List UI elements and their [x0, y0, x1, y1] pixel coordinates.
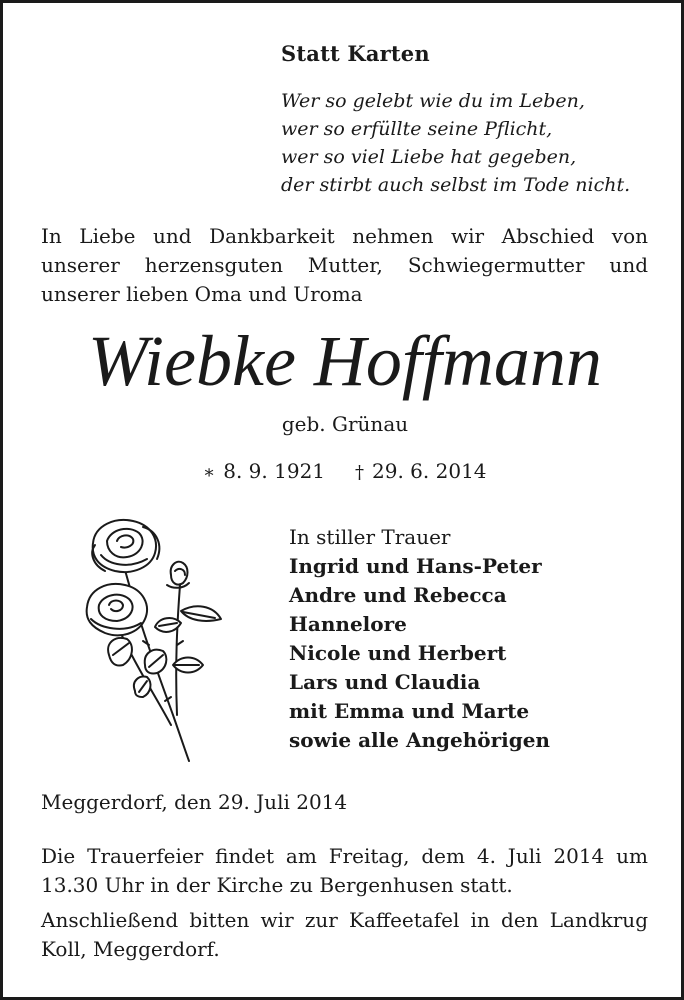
- birth-date: 8. 9. 1921: [223, 459, 326, 483]
- rose-icon: [85, 515, 230, 767]
- intro-text: In Liebe und Dankbarkeit nehmen wir Abschied von unserer herzensguten Mutter, Schwiegermutter und unserer lieben Oma und Uroma: [41, 224, 648, 306]
- death-date: 29. 6. 2014: [372, 459, 487, 483]
- death-cross-icon: †: [355, 462, 365, 483]
- mourner-entry: sowie alle Angehörigen: [289, 728, 550, 752]
- mourner-entry: Nicole und Herbert: [289, 641, 507, 665]
- mourners-block: [289, 523, 550, 755]
- birth-star-icon: ∗: [203, 462, 216, 483]
- mourner-entry: Andre und Rebecca: [289, 583, 507, 607]
- maiden-name: geb. Grünau: [281, 412, 409, 436]
- mourner-entry: mit Emma und Marte: [289, 699, 530, 723]
- mourning-lead: In stiller Trauer: [289, 525, 451, 549]
- deceased-name: Wiebke Hoffmann: [88, 321, 602, 401]
- mourner-entry: Hannelore: [289, 612, 407, 636]
- place-and-date: Meggerdorf, den 29. Juli 2014: [41, 790, 348, 814]
- reception-text: Anschließend bitten wir zur Kaffeetafel in den Landkrug Koll, Meggerdorf.: [41, 908, 648, 961]
- mourner-entry: Ingrid und Hans-Peter: [289, 554, 542, 578]
- poem-line: wer so erfüllte seine Pflicht,: [281, 118, 553, 140]
- memorial-poem: [281, 87, 630, 199]
- funeral-service-text: Die Trauerfeier findet am Freitag, dem 4. Juli 2014 um 13.30 Uhr in der Kirche zu Bergenhusen statt.: [41, 844, 648, 897]
- mourner-entry: Lars und Claudia: [289, 670, 481, 694]
- life-dates: [203, 459, 503, 483]
- notice-heading: Statt Karten: [281, 41, 430, 66]
- poem-line: der stirbt auch selbst im Tode nicht.: [281, 174, 631, 196]
- poem-line: wer so viel Liebe hat gegeben,: [281, 146, 577, 168]
- poem-line: Wer so gelebt wie du im Leben,: [281, 90, 585, 112]
